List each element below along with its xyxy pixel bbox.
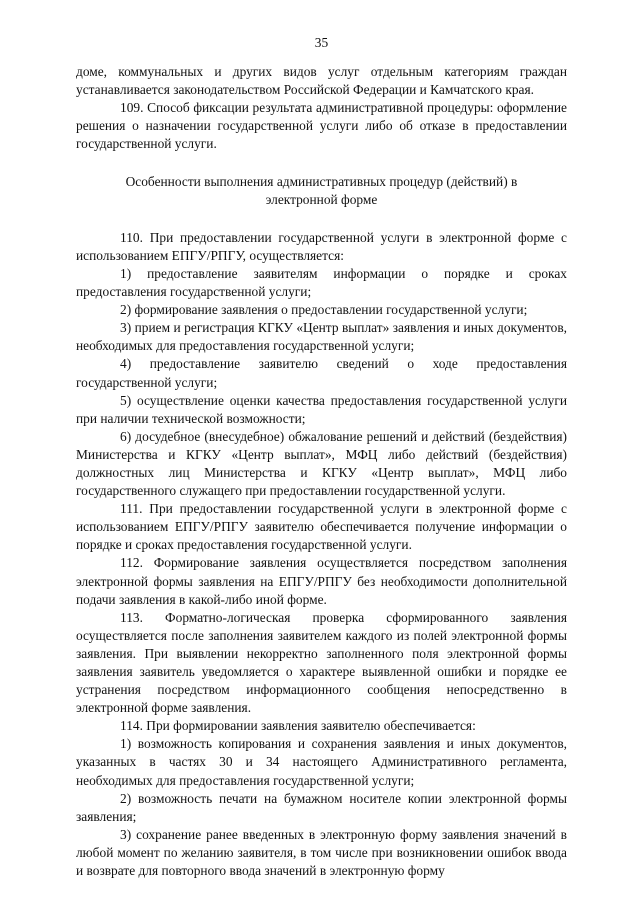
paragraph-114: 114. При формировании заявления заявителю обеспечивается: — [120, 718, 476, 734]
paragraph-110-item-5: 5) осуществление оценки качества предоставления государственной услуги при наличии технической возможности; — [76, 392, 567, 426]
paragraph-110-item-3: 3) прием и регистрация КГКУ «Центр выплат» заявления и иных документов, необходимых для предоставления государственной услуги; — [76, 320, 567, 354]
paragraph-112: 112. Формирование заявления осуществляется посредством заполнения электронной формы заявления на ЕПГУ/РПГУ без необходимости дополнительной подачи заявления в какой-либо иной форме. — [76, 555, 567, 607]
paragraph-110-item-2: 2) формирование заявления о предоставлении государственной услуги; — [120, 302, 528, 318]
paragraph-114-item-3: 3) сохранение ранее введенных в электронную форму заявления значений в любой момент по желанию заявителя, в том числе при возникновении ошибок ввода и возврате для повторного ввода значений в электронную форму — [76, 826, 567, 879]
paragraph-110: 110. При предоставлении государственной услуги в электронной форме с использованием ЕПГУ/РПГУ, осуществляется: — [76, 229, 567, 263]
section-heading-line-2: электронной форме — [265, 191, 378, 207]
page-number: 35 — [314, 35, 329, 50]
paragraph-110-item-1: 1) предоставление заявителям информации о порядке и сроках предоставления государственной услуги; — [76, 265, 567, 300]
section-heading — [76, 173, 567, 209]
paragraph-114-item-2: 2) возможность печати на бумажном носителе копии электронной формы заявления; — [76, 790, 567, 824]
paragraph-continuation: доме, коммунальных и других видов услуг отдельным категориям граждан устанавливается законодательством Российской Федерации и Камчатского края. — [76, 64, 567, 98]
section-heading-line-1: Особенности выполнения административных процедур (действий) в — [125, 173, 518, 189]
paragraph-113: 113. Форматно-логическая проверка сформированного заявления осуществляется после заполнения заявителем каждого из полей электронной формы заявления. При выявлении некорректно заполненного поля электронной формы заявления заявитель уведомляется о характере выявленной ошибки и порядке ее устранения посредством информационного сообщения непосредственно в электронной форме заявления. — [76, 609, 567, 716]
paragraph-110-item-4: 4) предоставление заявителю сведений о ходе предоставления государственной услуги; — [76, 356, 567, 390]
paragraph-110-item-6: 6) досудебное (внесудебное) обжалование решений и действий (бездействия) Министерства и КГКУ «Центр выплат», МФЦ либо действий (бездействия) должностных лиц Министерства и КГКУ «Центр выплат», МФЦ либо государственного служащего при предоставлении государственной услуги. — [76, 428, 567, 499]
paragraph-114-item-1: 1) возможность копирования и сохранения заявления и иных документов, указанных в частях 30 и 34 настоящего Административного регламента, необходимых для предоставления государственной услуги; — [76, 736, 567, 788]
paragraph-111: 111. При предоставлении государственной услуги в электронной форме с использованием ЕПГУ/РПГУ заявителю обеспечивается получение информации о порядке и сроках предоставления государственной услуги. — [76, 501, 567, 553]
document-page — [76, 34, 567, 880]
paragraph-109: 109. Способ фиксации результата административной процедуры: оформление решения о назначении государственной услуги либо об отказе в предоставлении государственной услуги. — [76, 100, 567, 152]
